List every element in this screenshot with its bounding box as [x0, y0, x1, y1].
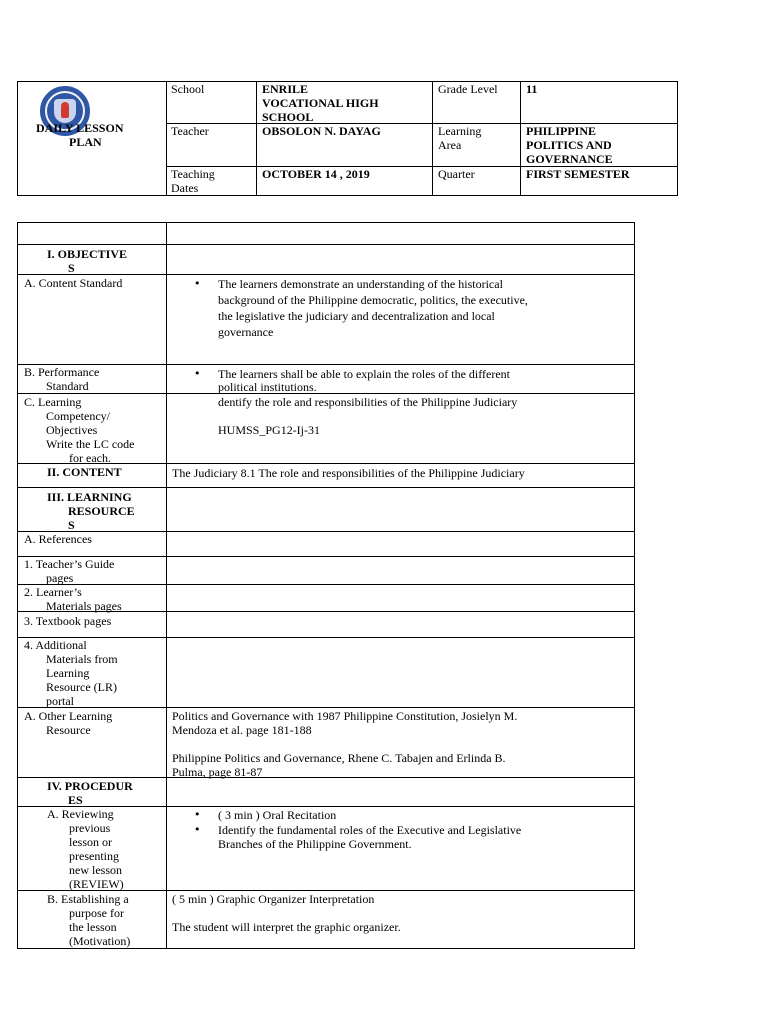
- content-heading: II. CONTENT: [47, 465, 122, 479]
- content-standard-line2: background of the Philippine democratic, politics, the executive,: [218, 293, 528, 307]
- school-value: ENRILE VOCATIONAL HIGH SCHOOL: [262, 82, 379, 124]
- reviewing-label: A. Reviewing previous lesson or presenting new lesson (REVIEW): [47, 807, 124, 891]
- establishing-text: ( 5 min ) Graphic Organizer Interpretation The student will interpret the graphic organizer.: [172, 892, 401, 934]
- teacher-value: OBSOLON N. DAYAG: [262, 124, 381, 138]
- teaching-dates-label: Teaching Dates: [171, 167, 215, 195]
- document-title-line2: PLAN: [69, 135, 102, 149]
- learning-resources-heading: III. LEARNING RESOURCE S: [47, 490, 135, 532]
- performance-standard-line2: political institutions.: [218, 380, 317, 394]
- reviewing-bullet-2: • Identify the fundamental roles of the Executive and Legislative: [218, 823, 521, 837]
- grade-level-label: Grade Level: [438, 82, 498, 96]
- other-resource-label: A. Other Learning Resource: [24, 709, 113, 737]
- learners-materials-label: 2. Learner’s Materials pages: [24, 585, 122, 613]
- additional-materials-label: 4. Additional Materials from Learning Resource (LR) portal: [24, 638, 118, 708]
- content-standard-line3: the legislative the judiciary and decentralization and local: [218, 309, 495, 323]
- content-standard-label: A. Content Standard: [24, 276, 123, 290]
- content-standard-line4: governance: [218, 325, 274, 339]
- performance-standard-bullet: • The learners shall be able to explain the roles of the different: [218, 367, 510, 381]
- references-label: A. References: [24, 532, 92, 546]
- competency-code: HUMSS_PG12-Ij-31: [218, 423, 321, 437]
- teachers-guide-label: 1. Teacher’s Guide pages: [24, 557, 115, 585]
- performance-standard-label: B. Performance Standard: [24, 365, 100, 393]
- reviewing-bullet-2-line2: Branches of the Philippine Government.: [218, 837, 412, 851]
- establishing-label: B. Establishing a purpose for the lesson (Motivation): [47, 892, 131, 948]
- quarter-label: Quarter: [438, 167, 475, 181]
- content-standard-bullet: • The learners demonstrate an understanding of the historical: [218, 277, 628, 291]
- textbook-label: 3. Textbook pages: [24, 614, 112, 628]
- teacher-label: Teacher: [171, 124, 209, 138]
- grade-level-value: 11: [526, 82, 538, 96]
- document-title: DAILY LESSON: [36, 121, 124, 135]
- objectives-heading: I. OBJECTIVE S: [47, 247, 128, 275]
- learning-area-value: PHILIPPINE POLITICS AND GOVERNANCE: [526, 124, 613, 166]
- teaching-dates-value: OCTOBER 14 , 2019: [262, 167, 370, 181]
- competency-text: dentify the role and responsibilities of the Philippine Judiciary: [218, 395, 518, 409]
- learning-area-label: Learning Area: [438, 124, 482, 152]
- competency-label: C. Learning Competency/ Objectives Write the LC code for each.: [24, 395, 135, 465]
- content-text: The Judiciary 8.1 The role and responsibilities of the Philippine Judiciary: [172, 466, 525, 480]
- quarter-value: FIRST SEMESTER: [526, 167, 630, 181]
- school-label: School: [171, 82, 205, 96]
- other-resource-text: Politics and Governance with 1987 Philippine Constitution, Josielyn M. Mendoza et al. page 181-188 Philippine Politics and Governance, Rhene C. Tabajen and Erlinda B. Pulma, page 81-87: [172, 709, 518, 779]
- procedures-heading: IV. PROCEDUR ES: [47, 779, 133, 807]
- reviewing-bullet-1: • ( 3 min ) Oral Recitation: [218, 808, 336, 822]
